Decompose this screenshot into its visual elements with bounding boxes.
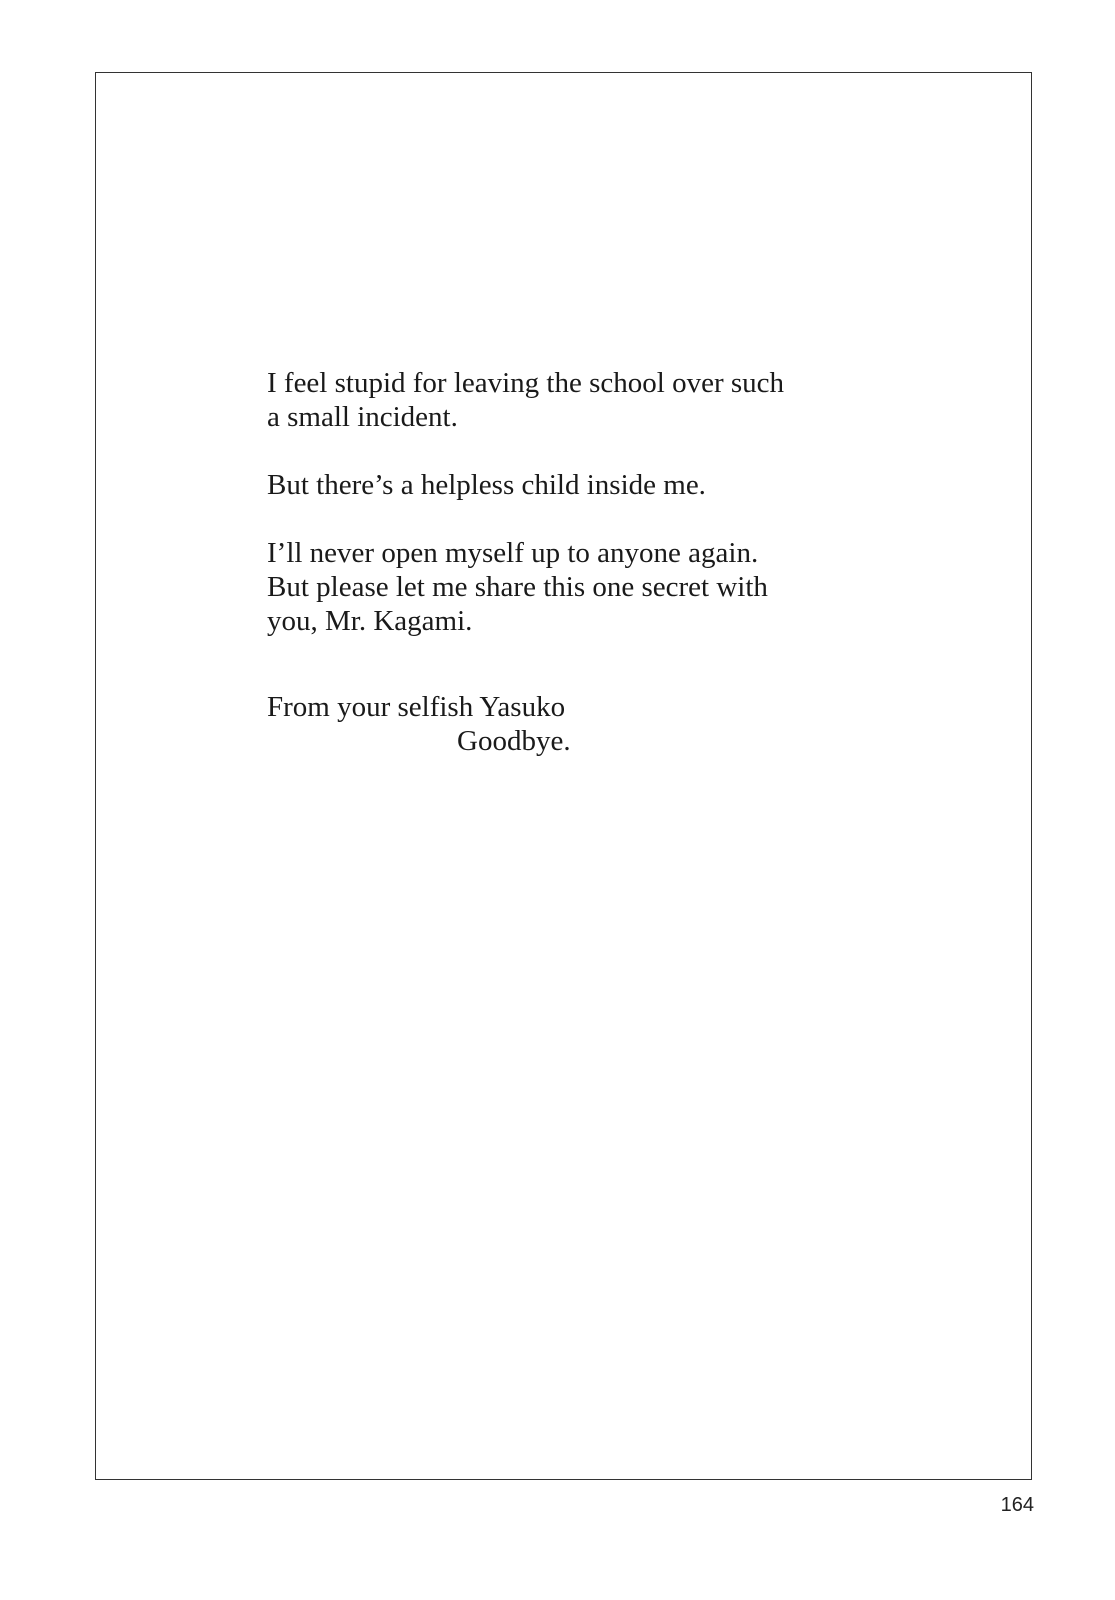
letter-line: I’ll never open myself up to anyone again.: [267, 537, 759, 569]
page-border-frame: [95, 72, 1032, 1480]
signature-goodbye-line: Goodbye.: [457, 725, 571, 757]
letter-signature: [267, 690, 887, 758]
letter-paragraph-2: [267, 468, 887, 502]
letter-paragraph-1: [267, 366, 887, 434]
letter-paragraph-3: [267, 536, 887, 638]
letter-line: But please let me share this one secret with: [267, 571, 768, 603]
letter-line: I feel stupid for leaving the school over such: [267, 367, 785, 399]
page-number: 164: [1000, 1494, 1034, 1516]
letter-body: [267, 366, 887, 758]
letter-line: a small incident.: [267, 401, 458, 433]
letter-line: you, Mr. Kagami.: [267, 605, 473, 637]
letter-line: But there’s a helpless child inside me.: [267, 469, 706, 501]
signature-from-line: From your selfish Yasuko: [267, 691, 566, 723]
